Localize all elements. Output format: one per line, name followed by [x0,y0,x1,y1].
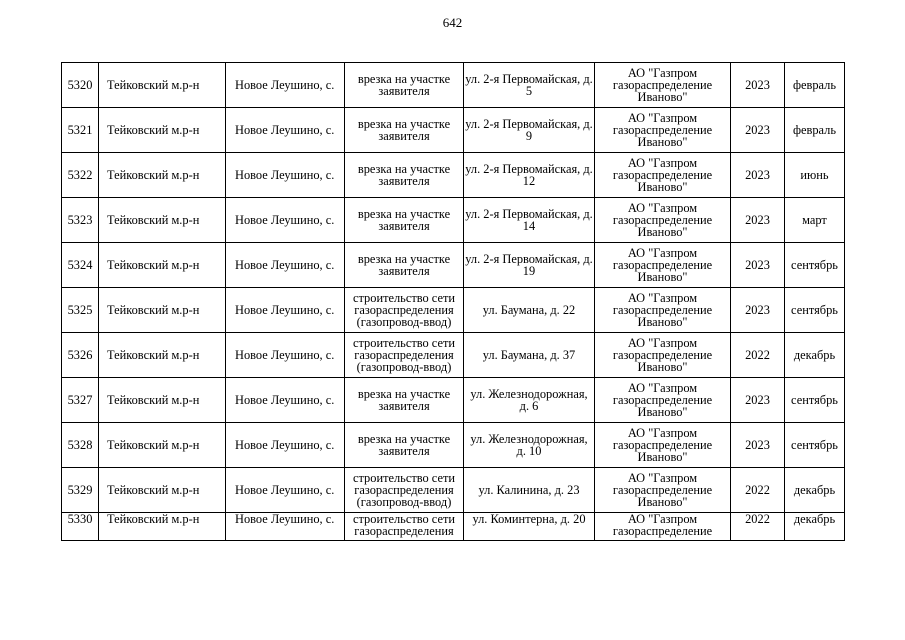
organization-cell: АО "Газпром газораспределение Иваново" [595,288,731,333]
year-cell: 2023 [731,423,785,468]
settlement-cell: Новое Леушино, с. [226,153,345,198]
address-cell: ул. 2-я Первомайская, д. 19 [464,243,595,288]
district-cell: Тейковский м.р-н [99,378,226,423]
organization-cell: АО "Газпром газораспределение Иваново" [595,468,731,513]
year-cell: 2023 [731,153,785,198]
year-cell: 2022 [731,513,785,541]
year-cell: 2023 [731,378,785,423]
month-cell: февраль [785,63,845,108]
month-cell: декабрь [785,333,845,378]
year-cell: 2023 [731,198,785,243]
year-cell: 2023 [731,243,785,288]
row-number-cell: 5327 [62,378,99,423]
organization-cell: АО "Газпром газораспределение Иваново" [595,423,731,468]
address-cell: ул. 2-я Первомайская, д. 12 [464,153,595,198]
organization-cell: АО "Газпром газораспределение Иваново" [595,198,731,243]
settlement-cell: Новое Леушино, с. [226,288,345,333]
table-row [62,288,845,333]
table-row [62,198,845,243]
address-cell: ул. 2-я Первомайская, д. 9 [464,108,595,153]
address-cell: ул. Железнодорожная, д. 10 [464,423,595,468]
settlement-cell: Новое Леушино, с. [226,198,345,243]
settlement-cell: Новое Леушино, с. [226,63,345,108]
table-row [62,513,845,541]
settlement-cell: Новое Леушино, с. [226,108,345,153]
gas-connection-table [61,62,845,541]
settlement-cell: Новое Леушино, с. [226,378,345,423]
district-cell: Тейковский м.р-н [99,333,226,378]
organization-cell: АО "Газпром газораспределение Иваново" [595,153,731,198]
work-type-cell: строительство сети газораспределения (газопровод-ввод) [345,333,464,378]
row-number-cell: 5326 [62,333,99,378]
month-cell: сентябрь [785,243,845,288]
settlement-cell: Новое Леушино, с. [226,513,345,541]
row-number-cell: 5328 [62,423,99,468]
organization-cell: АО "Газпром газораспределение Иваново" [595,63,731,108]
work-type-cell: врезка на участке заявителя [345,153,464,198]
address-cell: ул. 2-я Первомайская, д. 14 [464,198,595,243]
district-cell: Тейковский м.р-н [99,513,226,541]
month-cell: сентябрь [785,378,845,423]
work-type-cell: врезка на участке заявителя [345,243,464,288]
table-row [62,333,845,378]
row-number-cell: 5330 [62,513,99,541]
month-cell: декабрь [785,468,845,513]
district-cell: Тейковский м.р-н [99,288,226,333]
work-type-cell: врезка на участке заявителя [345,423,464,468]
table-row [62,108,845,153]
district-cell: Тейковский м.р-н [99,198,226,243]
district-cell: Тейковский м.р-н [99,468,226,513]
district-cell: Тейковский м.р-н [99,243,226,288]
month-cell: июнь [785,153,845,198]
district-cell: Тейковский м.р-н [99,153,226,198]
month-cell: февраль [785,108,845,153]
address-cell: ул. Железнодорожная, д. 6 [464,378,595,423]
address-cell: ул. Калинина, д. 23 [464,468,595,513]
organization-cell: АО "Газпром газораспределение Иваново" [595,378,731,423]
table-body [62,63,845,541]
row-number-cell: 5325 [62,288,99,333]
year-cell: 2023 [731,63,785,108]
settlement-cell: Новое Леушино, с. [226,333,345,378]
table-row [62,468,845,513]
row-number-cell: 5323 [62,198,99,243]
district-cell: Тейковский м.р-н [99,108,226,153]
organization-cell: АО "Газпром газораспределение Иваново" [595,243,731,288]
work-type-cell: строительство сети газораспределения (газопровод-ввод) [345,288,464,333]
work-type-cell: строительство сети газораспределения (газопровод-ввод) [345,468,464,513]
row-number-cell: 5320 [62,63,99,108]
address-cell: ул. 2-я Первомайская, д. 5 [464,63,595,108]
year-cell: 2022 [731,468,785,513]
table-row [62,153,845,198]
row-number-cell: 5324 [62,243,99,288]
address-cell: ул. Коминтерна, д. 20 [464,513,595,541]
settlement-cell: Новое Леушино, с. [226,243,345,288]
organization-cell: АО "Газпром газораспределение [595,513,731,541]
table-row [62,243,845,288]
month-cell: декабрь [785,513,845,541]
year-cell: 2022 [731,333,785,378]
work-type-cell: врезка на участке заявителя [345,63,464,108]
month-cell: сентябрь [785,288,845,333]
page-number: 642 [442,15,463,30]
district-cell: Тейковский м.р-н [99,63,226,108]
table-row [62,63,845,108]
month-cell: сентябрь [785,423,845,468]
work-type-cell: строительство сети газораспределения [345,513,464,541]
row-number-cell: 5321 [62,108,99,153]
address-cell: ул. Баумана, д. 22 [464,288,595,333]
table-row [62,423,845,468]
organization-cell: АО "Газпром газораспределение Иваново" [595,108,731,153]
month-cell: март [785,198,845,243]
work-type-cell: врезка на участке заявителя [345,378,464,423]
settlement-cell: Новое Леушино, с. [226,423,345,468]
work-type-cell: врезка на участке заявителя [345,108,464,153]
address-cell: ул. Баумана, д. 37 [464,333,595,378]
settlement-cell: Новое Леушино, с. [226,468,345,513]
row-number-cell: 5322 [62,153,99,198]
work-type-cell: врезка на участке заявителя [345,198,464,243]
table-row [62,378,845,423]
district-cell: Тейковский м.р-н [99,423,226,468]
organization-cell: АО "Газпром газораспределение Иваново" [595,333,731,378]
year-cell: 2023 [731,108,785,153]
row-number-cell: 5329 [62,468,99,513]
year-cell: 2023 [731,288,785,333]
